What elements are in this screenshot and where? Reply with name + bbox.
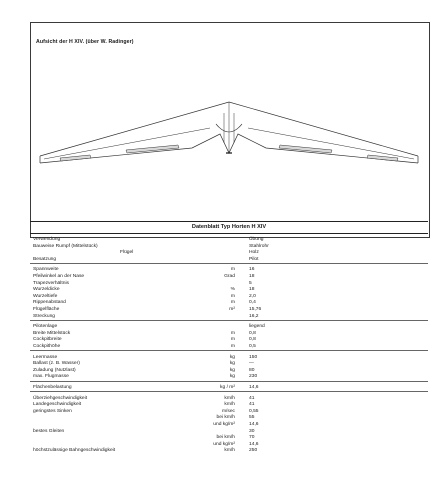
row-unit: m xyxy=(230,300,235,306)
row-value: 80 xyxy=(249,367,255,373)
row-unit: und kg/m² xyxy=(213,441,235,447)
row-value: 14,6 xyxy=(249,441,259,447)
row-label: Streckung xyxy=(33,313,56,319)
row-unit: bei km/h xyxy=(216,435,235,441)
row-unit: km/h xyxy=(224,448,235,454)
row-label: Wurzeldicke xyxy=(33,287,60,293)
row-value: Pilot xyxy=(249,256,259,262)
row-unit: kg xyxy=(229,374,235,380)
row-value: — xyxy=(249,361,254,367)
row-unit: kg xyxy=(229,367,235,373)
row-unit: m xyxy=(230,267,235,273)
row-label: Landegeschwindigkeit xyxy=(33,402,82,408)
row-value: 150 xyxy=(249,354,258,360)
row-value: 0,8 xyxy=(249,330,256,336)
row-label: max. Flugmasse xyxy=(33,374,69,380)
row-value: 5 xyxy=(249,280,252,286)
row-label: Wurzeltiefe xyxy=(33,293,58,299)
row-unit: m xyxy=(230,337,235,343)
row-value: 14,6 xyxy=(249,385,259,390)
left-elevon xyxy=(60,155,91,161)
row-value: 55 xyxy=(249,415,255,421)
figure-caption: Aufsicht der H XIV. (über W. Radinger) xyxy=(36,39,134,45)
section-divider xyxy=(30,350,428,351)
row-label: geringstes Sinken xyxy=(33,408,72,414)
row-unit: km/h xyxy=(224,395,235,401)
row-unit: m xyxy=(230,293,235,299)
row-value: 250 xyxy=(249,448,258,454)
title-rule-top xyxy=(30,221,428,222)
row-value: 16 xyxy=(249,267,255,273)
section-divider xyxy=(30,263,428,264)
row-label: Breite Mittelstück xyxy=(33,330,71,336)
row-label: Flügelfläche xyxy=(33,307,60,312)
wing-planform-drawing xyxy=(30,22,428,236)
row-unit: m² xyxy=(229,307,235,312)
row-unit: kg xyxy=(229,361,235,367)
row-label: bestes Gleiten xyxy=(33,428,65,434)
row-value: 14,6 xyxy=(249,422,259,427)
row-unit: % xyxy=(230,287,235,293)
row-label: Leermasse xyxy=(33,354,58,360)
row-unit: km/h xyxy=(224,402,235,408)
row-value: 15,76 xyxy=(249,307,262,312)
right-elevon xyxy=(367,155,398,161)
title-rule-bottom xyxy=(30,233,428,234)
row-label: Zuladung (Nutzlast) xyxy=(33,367,76,373)
datasheet-row xyxy=(0,313,448,320)
row-label: Flügel xyxy=(120,250,134,256)
row-label: Rippenabstand xyxy=(33,300,66,306)
row-label: höchstzulässige Bahngeschwindigkeit xyxy=(33,448,116,454)
datasheet-row xyxy=(0,373,448,380)
datasheet-row xyxy=(0,256,448,263)
row-unit: Grad xyxy=(224,274,235,279)
row-value: liegend xyxy=(249,324,265,330)
row-value: 30 xyxy=(249,428,255,434)
row-value: 41 xyxy=(249,402,255,408)
row-label: Trapezverhältnis xyxy=(33,280,69,286)
row-label: Besatzung xyxy=(33,256,57,262)
row-unit: m/sec xyxy=(221,408,235,414)
row-value: 0,5 xyxy=(249,344,256,349)
row-value: Übung xyxy=(249,237,264,242)
datasheet-row xyxy=(0,343,448,350)
row-value: 0,4 xyxy=(249,300,256,306)
row-value: Stahlrohr xyxy=(249,243,269,249)
row-unit: m xyxy=(230,344,235,349)
row-unit: m xyxy=(230,330,235,336)
row-unit: und kg/m² xyxy=(213,422,235,427)
section-divider xyxy=(30,381,428,382)
row-value: Holz xyxy=(249,250,259,256)
row-value: 16,2 xyxy=(249,313,259,319)
section-divider xyxy=(30,391,428,392)
row-label: Pfeilwinkel an der Nase xyxy=(33,274,85,279)
row-label: Spannweite xyxy=(33,267,59,273)
row-value: 18 xyxy=(249,287,255,293)
row-value: 0,8 xyxy=(249,337,256,343)
datasheet-row xyxy=(0,384,448,391)
row-label: Verwendung xyxy=(33,237,61,242)
row-value: 2,0 xyxy=(249,293,256,299)
row-value: 0,55 xyxy=(249,408,259,414)
datasheet-title: Datenblatt Typ Horten H XIV xyxy=(191,224,267,230)
row-label: Pilotenlage xyxy=(33,324,58,330)
row-label: Cockpithöhe xyxy=(33,344,61,349)
row-value: 70 xyxy=(249,435,255,441)
row-unit: bei km/h xyxy=(216,415,235,421)
datasheet-row xyxy=(0,447,448,454)
row-label: Ballast (z. B. Wasser) xyxy=(33,361,80,367)
row-value: 41 xyxy=(249,395,255,401)
row-unit: kg xyxy=(229,354,235,360)
row-label: Cockpitbreite xyxy=(33,337,62,343)
row-label: Bauweise Rumpf (Mittelstück) xyxy=(33,243,98,249)
row-label: Überziehgeschwindigkeit xyxy=(33,395,88,401)
section-divider xyxy=(30,320,428,321)
row-value: 18 xyxy=(249,274,255,279)
row-unit: kg / m² xyxy=(220,385,235,390)
row-value: 230 xyxy=(249,374,258,380)
row-label: Flächenbelastung xyxy=(33,385,72,390)
